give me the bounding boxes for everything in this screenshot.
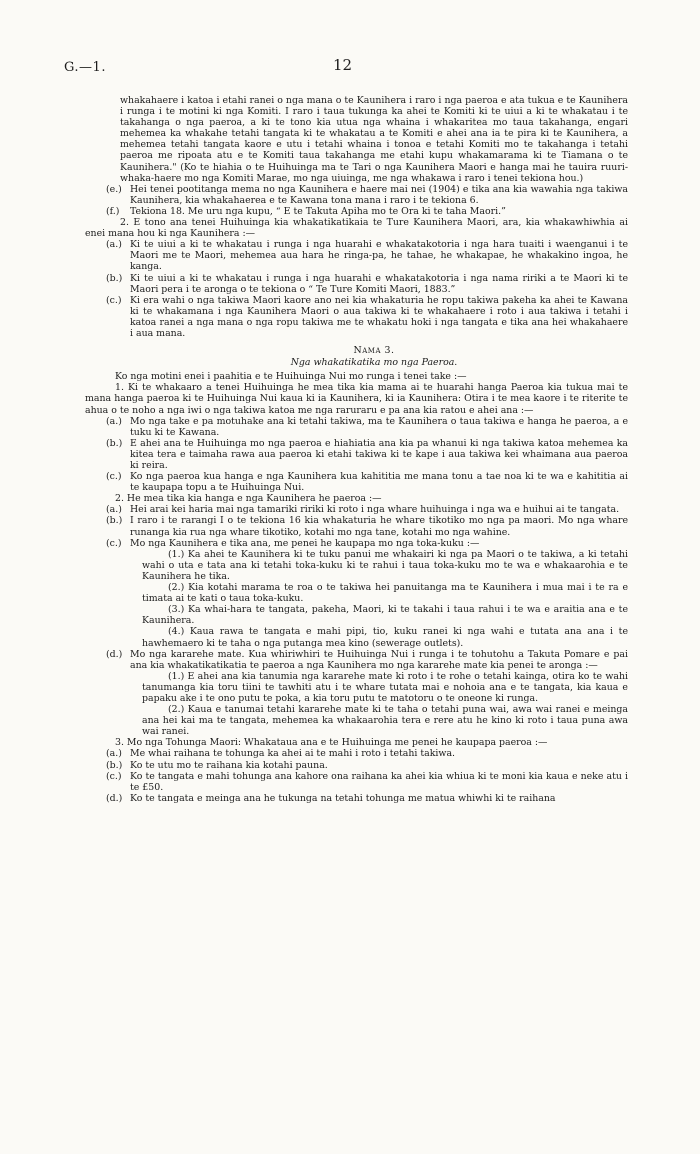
page-number: 12 [333,56,353,74]
motion-3-item-a [106,748,628,759]
motion-3-item-d [106,793,628,804]
item-text: Ko te utu mo te raihana kia kotahi pauna. [130,759,328,771]
motion-2-item-b [106,515,628,537]
continued-paragraph: whakahaere i katoa i etahi ranei o nga mana o te Kaunihera i raro i nga paeroa e ata tukua e te Kaunihera i runga i te motini ki nga Komiti. I raro i taua tukunga ka ahei te Komiti ki te uiui a ki te whakatau i te takahanga o nga paeroa, a ki te tono kia utua nga whaina i whakaritea mo taua takahanga, engari mehemea ka whakahe tetahi tangata ki te whakatau a te Komiti e ahei ana ia te pira ki te Kaunihera, a mehemea tetahi tangata kaore e utu i tetahi whaina i tonoa e tetahi Komiti mo te takahanga i tetahi paeroa me ripoata atu e te Komiti taua takahanga me etahi kupu whakamarama ki te Tiamana o te Kaunihera." (Ko te hiahia o te Huihuinga ma te Tari o nga Kaunihera Maori e hanga mai he tauira ruuri-whaka-haere mo nga Komiti Marae, mo nga uiuinga, me nga whakawa i raro i tenei tekiona hou.) [120,95,628,184]
item-label: (b.) [106,759,123,771]
item-e [106,184,628,206]
para2-item-b [106,273,628,295]
item-label: (a.) [106,748,122,760]
item-text: Ko te tangata e mahi tohunga ana kahore ona raihana ka ahei kia whiua ki te moni kia kaua e neke atu i te £50. [130,770,628,793]
motion-3: 3. Mo nga Tohunga Maori: Whakataua ana e te Huihuinga me penei he kaupapa paeroa :— [115,737,548,749]
item-label: (a.) [106,415,122,427]
motion-2-item-d [106,649,628,671]
motion-2-item-a [106,504,628,515]
para2-item-a [106,239,628,272]
item-text: Ki te uiui a ki te whakatau i runga i nga huarahi e whakatakotoria i nga hara tuaiti i waenganui i te Maori me te Maori, mehemea aua hara he ringa-pa, he tahae, he whakapae, he whakakino ingoa, he kanga. [130,239,628,273]
item-label: (c.) [106,537,122,549]
item-text: Hei arai kei haria mai nga tamariki ririki ki roto i nga whare huihuinga i nga wa e huihui ai te tangata. [130,504,620,516]
item-text: Mo nga kararehe mate. Kua whiriwhiri te Huihuinga Nui i runga i te tohutohu a Takuta Pomare e pai ana kia whakatikatikatia te paeroa a nga Kaunihera mo nga kararehe mate kia penei te aronga :— [130,648,628,671]
motion-1-item-b [106,438,628,471]
para2-item-c [106,295,628,339]
rahui-clause-1: (1.) Ka ahei te Kaunihera ki te tuku panui me whakairi ki nga pa Maori o te takiwa, a ki tetahi wahi o uta e tata ana ki tetahi toka-kuku ki te rahui i taua toka-kuku mo te wa e whakaarohia e te Kaunihera he tika. [142,548,628,582]
item-text: Ki era wahi o nga takiwa Maori kaore ano nei kia whakaturia he ropu takiwa pakeha ka ahei te Kawana ki te whakamana i nga Kaunihera Maori o aua takiwa ki te whakahaere i roto i aua takiwa i tetahi i katoa ranei a nga mana o nga ropu takiwa me te whakatu hoki i nga tangata e tika ana hei whakahaere i aua mana. [130,294,628,339]
item-label: (d.) [106,648,123,660]
item-label: (b.) [106,437,123,449]
item-label: (b.) [106,515,123,527]
motion-3-item-b [106,760,628,771]
item-text: Me whai raihana te tohunga ka ahei ai te mahi i roto i tetahi takiwa. [130,748,456,760]
carcass-clause-2: (2.) Kaua e tanumai tetahi kararehe mate ki te taha o tetahi puna wai, awa wai ranei e meinga ana hei kai ma te tangata, mehemea ka whakaarohia tera e rere atu he kino ki roto i taua puna awa wai ranei. [142,704,628,738]
item-label: (a.) [106,239,122,251]
rahui-clause-2: (2.) Kia kotahi marama te roa o te takiwa hei panuitanga ma te Kaunihera i mua mai i te ra e timata ai te kati o taua toka-kuku. [142,582,628,605]
motion-3-item-c [106,771,628,793]
item-label: (c.) [106,294,122,306]
rahui-clause-4: (4.) Kaua rawa te tangata e mahi pipi, tio, kuku ranei ki nga wahi e tutata ana ana i te hawhemaero ki te taha o nga putanga mea kino (sewerage outlets). [142,626,628,649]
document-body [85,95,628,804]
rahui-clause-3: (3.) Ka whai-hara te tangata, pakeha, Maori, ki te takahi i taua rahui i te wa e araitia ana e te Kaunihera. [142,604,628,627]
item-label: (f.) [106,205,120,217]
motion-2-item-c [106,538,628,549]
item-label: (e.) [106,183,122,195]
item-label: (b.) [106,272,123,284]
item-text: Ko te tangata e meinga ana he tukunga na tetahi tohunga me matua whiwhi ki te raihana [130,792,556,804]
item-text: Tekiona 18. Me uru nga kupu, “ E te Takuta Apiha mo te Ora ki te taha Maori.” [130,205,506,217]
section-subtitle: Nga whakatikatika mo nga Paeroa. [290,357,458,369]
item-text: Mo nga Kaunihera e tika ana, me penei he kaupapa mo nga toka-kuku :— [130,537,480,549]
paragraph-2: 2. E tono ana tenei Huihuinga kia whakatikatikaia te Ture Kaunihera Maori, ara, kia whakawhiwhia ai enei mana hou ki nga Kaunihera :— [85,217,628,240]
item-text: Mo nga take e pa motuhake ana ki tetahi takiwa, ma te Kaunihera o taua takiwa e hanga he paeroa, a e tuku ki te Kawana. [130,415,628,438]
section-title: Nama 3. [353,345,395,357]
item-label: (c.) [106,471,122,483]
carcass-clause-1: (1.) E ahei ana kia tanumia nga kararehe mate ki roto i te rohe o tetahi kainga, otira ko te wahi tanumanga kia toru tiini te tawhiti atu i te whare tutata mai e nohoia ana e te tangata, kia kaua e papaku ake i te ono putu te poka, a kia toru putu te matotoru o te oneone ki runga. [142,670,628,704]
motion-1: 1. Ki te whakaaro a tenei Huihuinga he mea tika kia mama ai te huarahi hanga Paeroa kia tukua mai te mana hanga paeroa ki te Huihuinga Nui kaua ki ia Kaunihera, ki ia Kaunihera: Otira i te mea kaore i te riterite te ahua o te noho a nga iwi o nga takiwa katoa me nga raruraru e pa ana kia ratou e ahei ana :— [85,382,628,416]
item-text: Hei tenei pootitanga mema no nga Kaunihera e haere mai nei (1904) e tika ana kia wawahia nga takiwa Kaunihera, kia whakahaerea e te Kawana tona mana i raro i te tekiona 6. [130,183,628,206]
item-label: (c.) [106,770,122,782]
motion-1-item-c [106,471,628,493]
item-label: (d.) [106,792,123,804]
document-reference: G.—1. [64,60,106,75]
item-text: Ko nga paeroa kua hanga e nga Kaunihera kua kahititia me mana tonu a tae noa ki te wa e kahititia ai te kaupapa topu a te Huihuinga Nui. [130,471,628,494]
item-text: E ahei ana te Huihuinga mo nga paeroa e hiahiatia ana kia pa whanui ki nga takiwa katoa mehemea ka kitea tera e taimaha rawa aua paeroa ki etahi takiwa ki te kape i aua takiwa kei whaimana aua paeroa ki reira. [130,437,628,471]
item-label: (a.) [106,504,122,516]
item-text: I raro i te rarangi I o te tekiona 16 kia whakaturia he whare tikotiko mo nga pa maori. Mo nga whare runanga kia rua nga whare tikotiko, kotahi mo nga tane, kotahi mo nga wahine. [130,515,628,538]
motion-2: 2. He mea tika kia hanga e nga Kaunihera he paeroa :— [115,493,382,505]
motion-1-item-a [106,416,628,438]
item-f [106,206,628,217]
section-intro: Ko nga motini enei i paahitia e te Huihuinga Nui mo runga i tenei take :— [115,371,467,383]
item-text: Ki te uiui a ki te whakatau i runga i nga huarahi e whakatakotoria i nga nama ririki a te Maori ki te Maori pera i te aronga o te tekiona o “ Te Ture Komiti Maori, 1883.” [130,272,628,295]
